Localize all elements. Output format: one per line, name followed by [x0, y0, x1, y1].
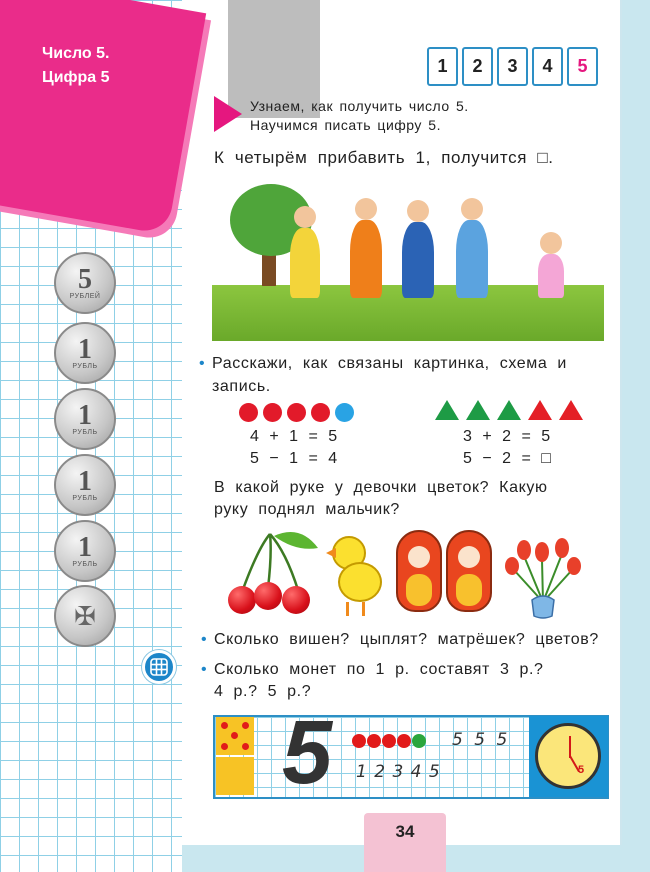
- number-box: 4: [532, 47, 563, 86]
- boy-figure: [456, 220, 488, 298]
- equation: 4 + 1 = 5: [250, 428, 339, 445]
- blue-dot: [335, 403, 354, 422]
- grid-button[interactable]: [142, 650, 176, 684]
- empty-yellow-square: [216, 757, 254, 795]
- cherry: [282, 586, 310, 614]
- green-triangle: [497, 400, 521, 420]
- task-3: • Сколько вишен? цыплят? матрёшек? цветов?: [214, 628, 599, 651]
- number-box-active: 5: [567, 47, 598, 86]
- coin-1-ruble: [54, 388, 116, 450]
- red-dot: [287, 403, 306, 422]
- coin-reverse: [54, 585, 116, 647]
- triangle-scheme: [435, 400, 583, 420]
- task-2-line-1: В какой руке у девочки цветок? Какую: [214, 479, 548, 496]
- cherry: [228, 586, 256, 614]
- coin-label: РУБЛЬ: [72, 428, 98, 436]
- pip: [221, 722, 228, 729]
- children-apples-illustration: [212, 176, 604, 341]
- chick-picture: [326, 530, 386, 618]
- boy-figure: [402, 222, 434, 298]
- girl-figure: [538, 254, 564, 298]
- green-triangle: [435, 400, 459, 420]
- topic-line-1: Число 5.: [42, 45, 110, 62]
- pip: [231, 732, 238, 739]
- coin-label: РУБЛЕЙ: [69, 292, 101, 300]
- green-triangle: [466, 400, 490, 420]
- boy-head: [407, 200, 429, 222]
- strip-dot-row: [352, 734, 426, 748]
- pointer-triangle-icon: [214, 96, 242, 132]
- matryoshka: [446, 530, 492, 612]
- grid-icon: [150, 658, 168, 676]
- task-1-line-1: • Расскажи, как связаны картинка, схема и: [212, 352, 567, 375]
- number-box: 3: [497, 47, 528, 86]
- coin-5-rubles: [54, 252, 116, 314]
- coin-value: 1: [78, 399, 92, 431]
- coin-value: 5: [78, 263, 92, 295]
- coin-value: 1: [78, 333, 92, 365]
- equation: 3 + 2 = 5: [463, 428, 552, 445]
- pip: [242, 743, 249, 750]
- matryoshka-apron: [406, 574, 432, 606]
- clock-icon: [535, 723, 601, 789]
- coin-value: 1: [78, 531, 92, 563]
- clock-digit: 5: [578, 764, 585, 776]
- red-triangle: [528, 400, 552, 420]
- coin-1-ruble: [54, 454, 116, 516]
- red-dot: [311, 403, 330, 422]
- red-dot: [382, 734, 396, 748]
- chick-beak: [326, 548, 336, 558]
- chick-leg: [362, 602, 365, 616]
- coin-1-ruble: [54, 520, 116, 582]
- number-box: 1: [427, 47, 458, 86]
- pip: [221, 743, 228, 750]
- topic-line-2: Цифра 5: [42, 69, 110, 86]
- matryoshka-face: [408, 546, 430, 568]
- equation: 5 − 1 = 4: [250, 450, 339, 467]
- green-dot: [412, 734, 426, 748]
- tulips-vase-picture: [502, 530, 584, 620]
- tulips-icon: [502, 530, 584, 620]
- goal-line-1: Узнаем, как получить число 5.: [250, 98, 469, 114]
- coin-label: РУБЛЬ: [72, 362, 98, 370]
- coin-label: РУБЛЬ: [72, 494, 98, 502]
- large-digit-five: 5: [282, 703, 333, 803]
- coin-value: 1: [78, 465, 92, 497]
- boy-head: [461, 198, 483, 220]
- intro-text: К четырём прибавить 1, получится □.: [214, 148, 554, 167]
- eagle-emblem-icon: ✠: [74, 601, 96, 631]
- matryoshka-face: [458, 546, 480, 568]
- number-box: 2: [462, 47, 493, 86]
- red-dot: [397, 734, 411, 748]
- red-dot: [239, 403, 258, 422]
- red-triangle: [559, 400, 583, 420]
- girl-head: [540, 232, 562, 254]
- task-1-line-2: запись.: [212, 378, 271, 395]
- topic-title: [42, 42, 152, 90]
- equation: 5 − 2 = □: [463, 450, 552, 467]
- task-4-line-1: • Сколько монет по 1 р. составят 3 р.?: [214, 658, 544, 681]
- dice-five: [216, 717, 254, 755]
- red-dot: [352, 734, 366, 748]
- practice-numbers: 1 2 3 4 5: [356, 762, 441, 782]
- red-dot: [367, 734, 381, 748]
- number-row: [427, 47, 598, 86]
- boy-figure: [350, 220, 382, 298]
- boy-head: [294, 206, 316, 228]
- task-4-line-2: 4 р.? 5 р.?: [214, 683, 312, 700]
- goal-line-2: Научимся писать цифру 5.: [250, 117, 441, 133]
- cherries-picture: [222, 528, 318, 620]
- page-number: 34: [395, 822, 415, 841]
- matryoshka-apron: [456, 574, 482, 606]
- boy-head: [355, 198, 377, 220]
- task-2-line-2: руку поднял мальчик?: [214, 501, 400, 518]
- right-margin: [622, 0, 650, 872]
- dot-scheme: [239, 403, 354, 422]
- red-dot: [263, 403, 282, 422]
- chick-leg: [346, 602, 349, 616]
- pip: [242, 722, 249, 729]
- cherry: [254, 582, 282, 610]
- practice-fives: 5 5 5: [452, 730, 511, 750]
- chick-body: [338, 562, 382, 602]
- matryoshka: [396, 530, 442, 612]
- coin-1-ruble: [54, 322, 116, 384]
- boy-figure: [290, 228, 320, 298]
- coin-label: РУБЛЬ: [72, 560, 98, 568]
